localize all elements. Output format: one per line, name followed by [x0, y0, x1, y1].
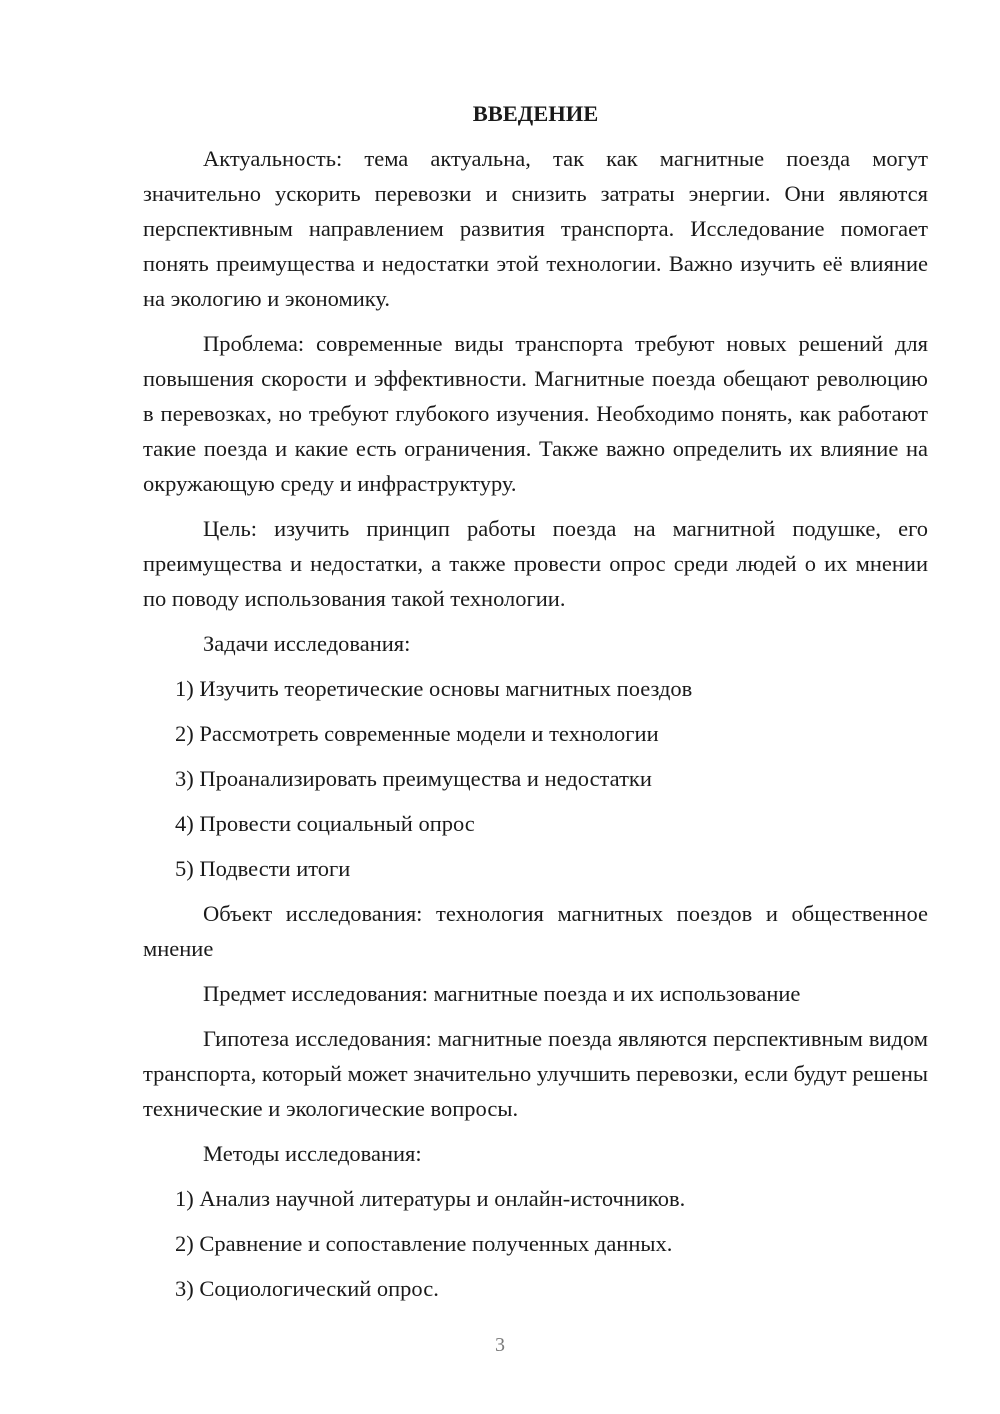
document-body — [143, 96, 928, 1316]
page-title: ВВЕДЕНИЕ — [472, 101, 599, 126]
relevance-paragraph: Актуальность: тема актуальна, так как магнитные поезда могут значительно ускорить перевозки и снизить затраты энергии. Они являются перспективным направлением развития транспорта. Исследование помогает понять преимущества и недостатки этой технологии. Важно изучить её влияние на экологию и экономику. — [143, 146, 928, 311]
object-paragraph: Объект исследования: технология магнитных поездов и общественное мнение — [143, 901, 928, 961]
method-item: 3) Социологический опрос. — [175, 1276, 439, 1301]
method-item: 1) Анализ научной литературы и онлайн-источников. — [175, 1186, 686, 1211]
subject-paragraph: Предмет исследования: магнитные поезда и их использование — [203, 981, 801, 1006]
page-number: 3 — [495, 1334, 505, 1356]
goal-paragraph: Цель: изучить принцип работы поезда на магнитной подушке, его преимущества и недостатки, а также провести опрос среди людей о их мнении по поводу использования такой технологии. — [143, 516, 928, 611]
task-item: 1) Изучить теоретические основы магнитных поездов — [175, 676, 693, 701]
hypothesis-paragraph: Гипотеза исследования: магнитные поезда являются перспективным видом транспорта, который может значительно улучшить перевозки, если будут решены технические и экологические вопросы. — [143, 1026, 928, 1121]
method-item: 2) Сравнение и сопоставление полученных данных. — [175, 1231, 673, 1256]
tasks-label: Задачи исследования: — [203, 631, 411, 656]
problem-paragraph: Проблема: современные виды транспорта требуют новых решений для повышения скорости и эффективности. Магнитные поезда обещают революцию в перевозках, но требуют глубокого изучения. Необходимо понять, как работают такие поезда и какие есть ограничения. Также важно определить их влияние на окружающую среду и инфраструктуру. — [143, 331, 928, 496]
task-item: 2) Рассмотреть современные модели и технологии — [175, 721, 659, 746]
task-item: 3) Проанализировать преимущества и недостатки — [175, 766, 652, 791]
task-item: 5) Подвести итоги — [175, 856, 351, 881]
task-item: 4) Провести социальный опрос — [175, 811, 475, 836]
methods-label: Методы исследования: — [203, 1141, 422, 1166]
